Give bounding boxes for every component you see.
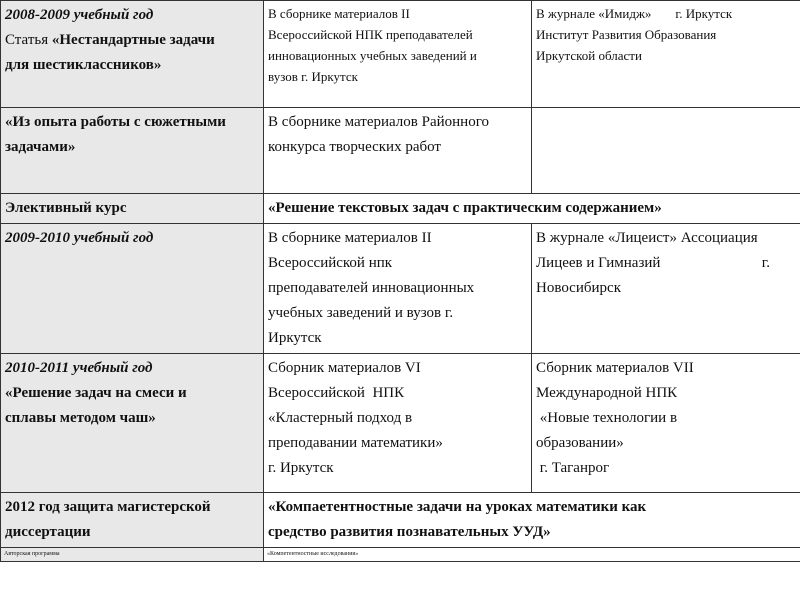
cell-line: Всероссийской НПК преподавателей — [268, 27, 473, 42]
cell-line: В журнале «Имидж» — [536, 6, 652, 21]
cell-line: средство развития познавательных УУД» — [268, 524, 551, 540]
table-cell — [1, 224, 264, 354]
cell-line: Новосибирск — [536, 280, 621, 296]
cell-line: «Компаетентностные задачи на уроках математики как — [268, 499, 647, 515]
cell-line: 2012 год защита магистерской — [5, 499, 211, 515]
table-cell — [1, 354, 264, 493]
cell-line: г. Иркутск — [268, 460, 334, 476]
cell-line: г. Таганрог — [536, 460, 610, 476]
article-title: «Нестандартные задачи — [51, 32, 215, 48]
table-cell — [264, 1, 532, 108]
cell-line: Всероссийской НПК — [268, 385, 405, 401]
table-cell — [1, 493, 264, 548]
cell-line: Сборник материалов VI — [268, 360, 421, 376]
cell-line: Лицеев и Гимназий — [536, 255, 661, 271]
cell-line: преподавателей инновационных — [268, 280, 475, 296]
year-heading: 2009-2010 учебный год — [5, 230, 154, 246]
cell-line: задачами» — [5, 139, 76, 155]
cell-line: Иркутск — [268, 330, 322, 346]
table-cell — [532, 224, 800, 354]
cell-line: «Новые технологии в — [536, 410, 678, 426]
table-cell — [532, 108, 800, 194]
table-row — [1, 493, 800, 548]
cell-line: Иркутской области — [536, 48, 642, 63]
table-row — [1, 354, 800, 493]
table-cell — [532, 1, 800, 108]
table-cell — [264, 194, 800, 224]
year-heading: 2010-2011 учебный год — [5, 360, 153, 376]
cell-line: учебных заведений и вузов г. — [268, 305, 454, 321]
cell-line: В сборнике материалов Районного — [268, 114, 489, 130]
table-cell — [264, 354, 532, 493]
cell-line: В сборнике материалов II — [268, 230, 432, 246]
table-row — [1, 224, 800, 354]
cell-line: г. — [761, 255, 770, 271]
cell-line: «Решение задач на смеси и — [5, 385, 187, 401]
cell-line: Сборник материалов VII — [536, 360, 694, 376]
table-cell — [264, 224, 532, 354]
cell-line: «Решение текстовых задач с практическим содержанием» — [268, 200, 662, 216]
cell-line: диссертации — [5, 524, 91, 540]
table-row — [1, 108, 800, 194]
cell-line: В сборнике материалов II — [268, 6, 410, 21]
cell-line: Всероссийской нпк — [268, 255, 393, 271]
cell-line: сплавы методом чаш» — [5, 410, 156, 426]
year-heading: 2008-2009 учебный год — [5, 7, 154, 23]
cell-line: Авторская программа — [4, 551, 60, 557]
cell-line: «Из опыта работы с сюжетными — [5, 114, 226, 130]
article-title-cont: для шестиклассников» — [5, 57, 162, 73]
cell-line: Институт Развития Образования — [536, 27, 717, 42]
table-cell — [1, 548, 264, 562]
table-row — [1, 1, 800, 108]
article-prefix: Статья — [5, 32, 52, 48]
table-row — [1, 548, 800, 562]
table-cell — [264, 548, 800, 562]
cell-line: преподавании математики» — [268, 435, 443, 451]
cell-line: инновационных учебных заведений и — [268, 48, 477, 63]
cell-line: конкурса творческих работ — [268, 139, 441, 155]
cell-line: «Кластерный подход в — [268, 410, 413, 426]
table-cell — [1, 1, 264, 108]
table-cell — [1, 108, 264, 194]
cell-line: «Компетентностные исследования» — [267, 551, 359, 557]
table-cell — [532, 354, 800, 493]
cell-line: вузов г. Иркутск — [268, 69, 358, 84]
table-row — [1, 194, 800, 224]
cell-line: Международной НПК — [536, 385, 678, 401]
cell-line: образовании» — [536, 435, 624, 451]
table-cell — [264, 493, 800, 548]
cell-line: В журнале «Лицеист» Ассоциация — [536, 230, 758, 246]
table-cell — [1, 194, 264, 224]
table-cell — [264, 108, 532, 194]
cell-line: г. Иркутск — [675, 6, 733, 21]
cell-line: Элективный курс — [5, 200, 127, 216]
